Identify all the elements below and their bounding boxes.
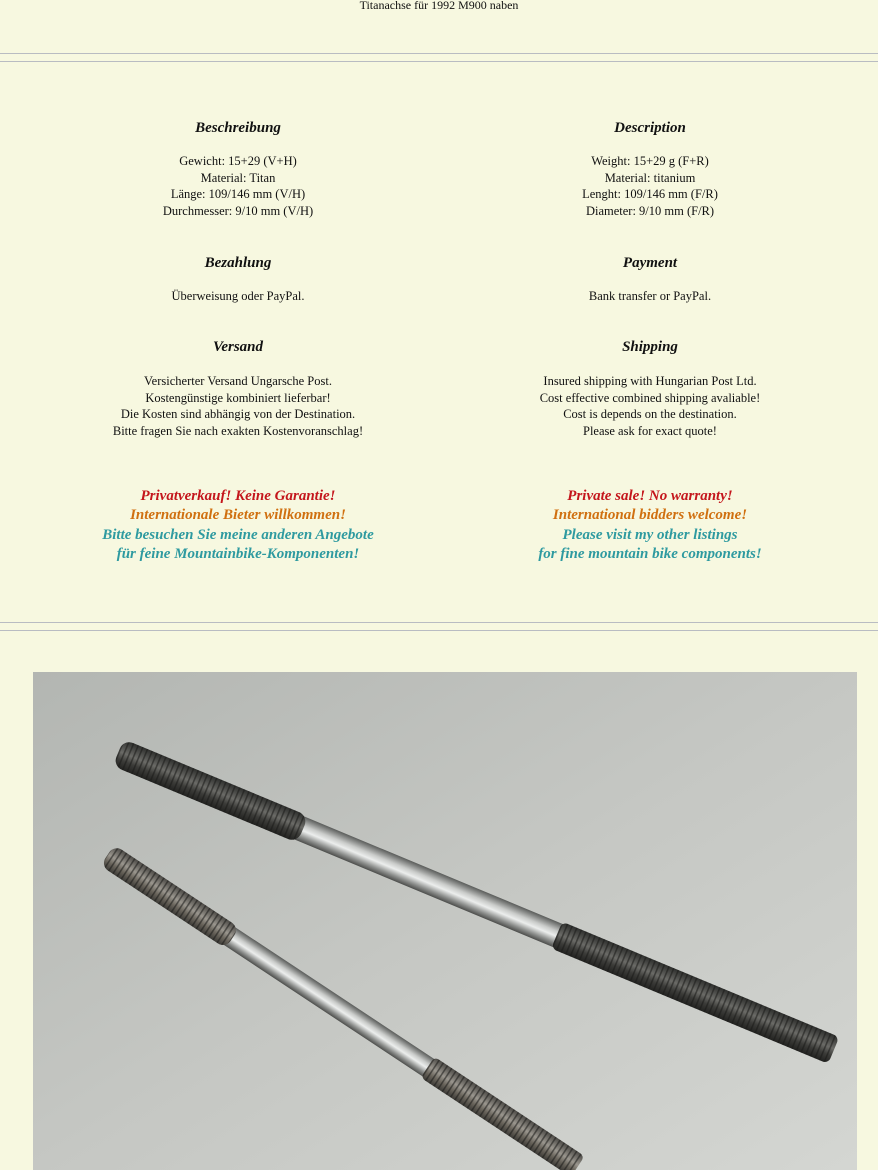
english-private-sale-notice: Private sale! No warranty! — [567, 488, 733, 504]
english-visit-notice: Please visit my other listings — [562, 526, 738, 543]
german-shipping-line: Die Kosten sind abhängig von der Destination. — [120, 407, 356, 421]
german-visit-notice: Bitte besuchen Sie meine anderen Angebote — [102, 526, 374, 543]
english-description-line: Diameter: 9/10 mm (F/R) — [585, 203, 715, 218]
page-title: Titanachse für 1992 M900 naben — [359, 0, 519, 12]
english-shipping-line: Please ask for exact quote! — [583, 423, 717, 438]
german-description-line: Gewicht: 15+29 (V+H) — [179, 154, 297, 168]
german-payment-text — [38, 288, 438, 305]
product-photo — [33, 672, 857, 1170]
german-shipping-line: Kostengünstige kombiniert lieferbar! — [145, 390, 331, 405]
english-payment-heading: Payment — [622, 255, 678, 271]
german-description-heading: Beschreibung — [195, 120, 281, 136]
german-description-text — [38, 153, 438, 219]
english-description-text — [450, 153, 850, 219]
german-shipping-heading: Versand — [212, 339, 264, 355]
english-payment-line: Bank transfer or PayPal. — [588, 289, 712, 303]
german-notice — [38, 487, 438, 564]
german-description-line: Länge: 109/146 mm (V/H) — [170, 187, 306, 201]
english-bidders-notice: International bidders welcome! — [552, 507, 748, 524]
german-shipping-line: Bitte fragen Sie nach exakten Kostenvoranschlag! — [112, 423, 364, 438]
english-shipping-heading: Shipping — [622, 339, 678, 355]
english-shipping-line: Cost effective combined shipping avaliable! — [539, 390, 761, 405]
english-shipping-text — [450, 373, 850, 439]
english-description-line: Weight: 15+29 g (F+R) — [591, 154, 709, 168]
german-description-line: Durchmesser: 9/10 mm (V/H) — [162, 203, 314, 218]
english-shipping-line: Cost is depends on the destination. — [563, 407, 737, 421]
german-description-line: Material: Titan — [200, 170, 276, 185]
english-payment-text — [450, 288, 850, 305]
german-payment-line: Überweisung oder PayPal. — [171, 289, 305, 303]
english-visit-notice: for fine mountain bike components! — [538, 545, 762, 562]
german-shipping-line: Versicherter Versand Ungarsche Post. — [144, 374, 332, 388]
german-visit-notice: für feine Mountainbike-Komponenten! — [116, 545, 360, 562]
german-bidders-notice: Internationale Bieter willkommen! — [130, 507, 346, 524]
english-description-line: Lenght: 109/146 mm (F/R) — [582, 187, 718, 201]
german-shipping-text — [38, 373, 438, 439]
english-description-line: Material: titanium — [604, 170, 696, 185]
german-payment-heading: Bezahlung — [204, 255, 272, 271]
english-notice — [450, 487, 850, 564]
english-shipping-line: Insured shipping with Hungarian Post Ltd. — [543, 374, 757, 388]
german-private-sale-notice: Privatverkauf! Keine Garantie! — [140, 488, 336, 504]
english-description-heading: Description — [614, 120, 686, 136]
